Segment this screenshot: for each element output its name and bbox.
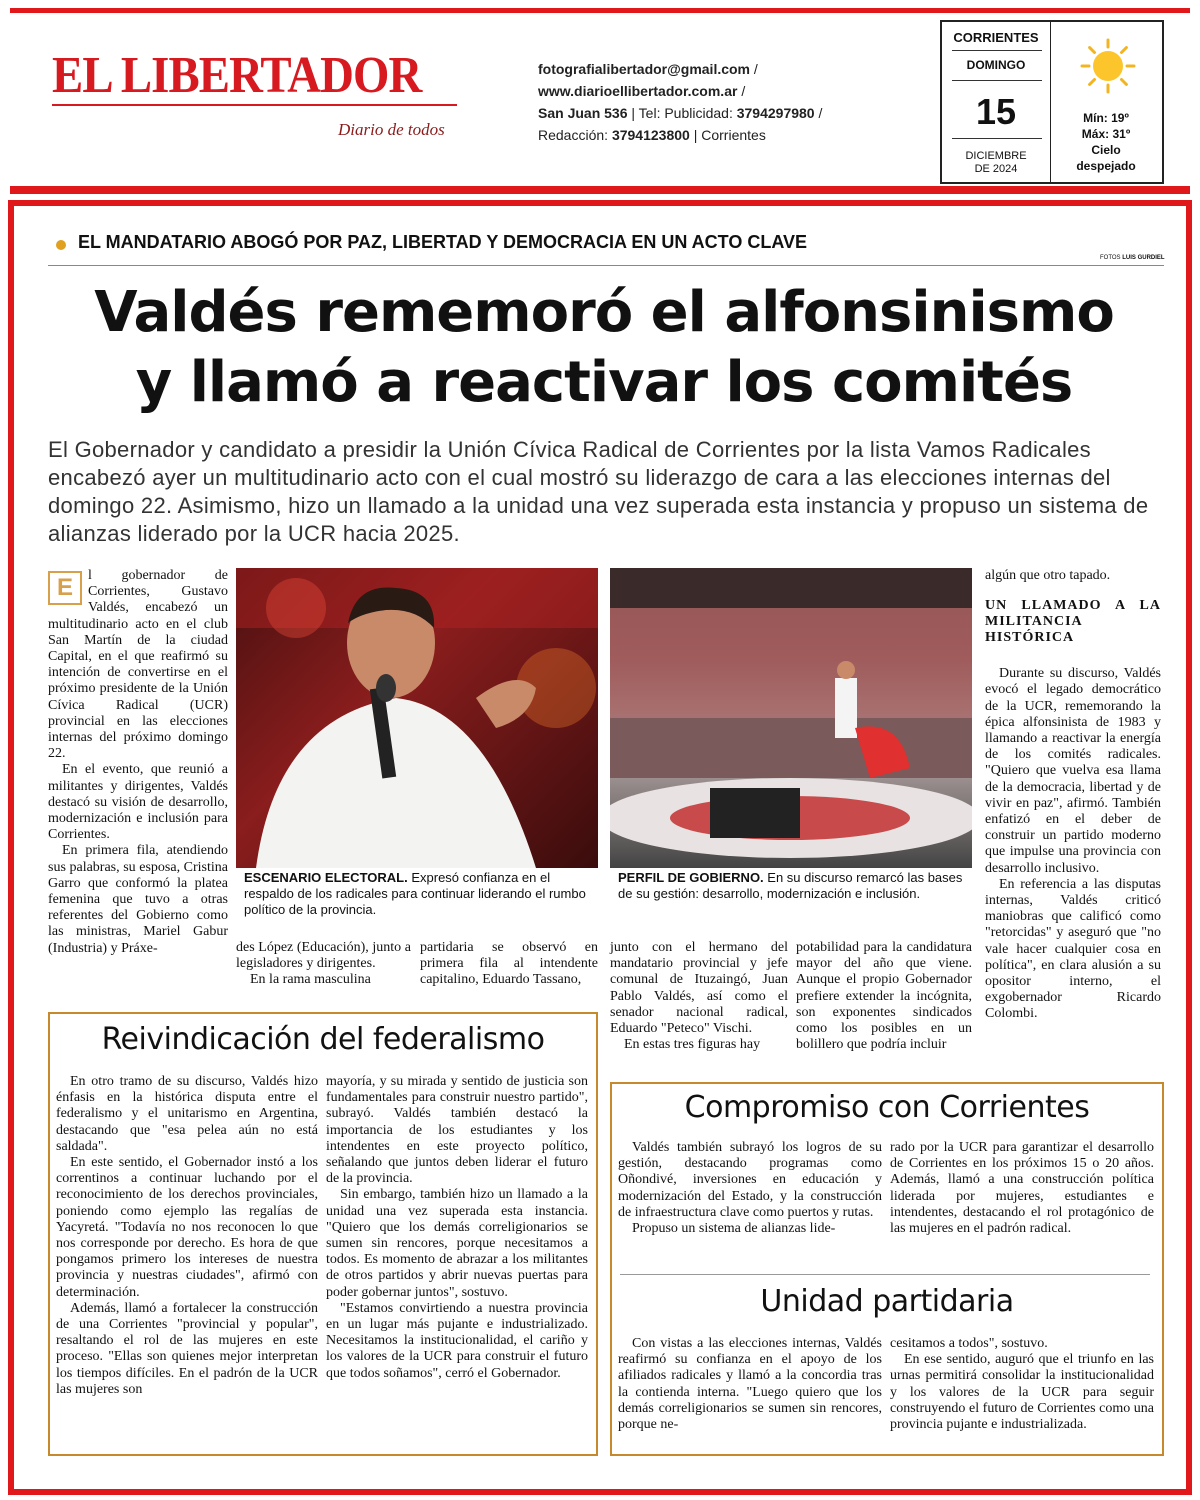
article-lead: El Gobernador y candidato a presidir la Unión Cívica Radical de Corrientes por la lista Vamos Radicales encabezó ayer un multitudinario acto con el cual mostró su liderazgo de cara a las elecciones internas del domingo 22. Asimismo, hizo un llamado a la unidad una vez superada esta instancia y propuso un sistema de alianzas liderado por la UCR hacia 2025. bbox=[48, 437, 1149, 546]
federalismo-column-1 bbox=[56, 1074, 318, 1398]
sun-icon bbox=[1080, 38, 1136, 94]
compromiso-c1-p2: Propuso un sistema de alianzas lide- bbox=[632, 1221, 836, 1237]
contact-block: fotografialibertador@gmail.com / www.diarioellibertador.com.ar / San Juan 536 | Tel: Publicidad: 3794297980 / Redacción: 3794123800 | Corrientes bbox=[538, 61, 823, 143]
photo2-caption-title: PERFIL DE GOBIERNO. bbox=[618, 870, 764, 885]
federalismo-c1-p3: Además, llamó a fortalecer la construcción de una Corrientes "provincial y popular", resaltando el rol de las mujeres en este proceso. "Ellas son quienes mejor interpretan los tiempos difíciles. En el padrón de la UCR las mujeres son bbox=[56, 1300, 318, 1397]
col4-paragraph-1: junto con el hermano del mandatario provincial y jefe comunal de Ituzaingó, Juan Pablo Valdés, así como el senador nacional radical, Eduardo "Peteco" Vischi. bbox=[610, 940, 788, 1037]
dropcap: E bbox=[48, 571, 82, 605]
col3-paragraph-1: partidaria se observó en primera fila al intendente capitalino, Eduardo Tassano, bbox=[420, 940, 598, 988]
article-column-1 bbox=[48, 568, 228, 957]
weather-info bbox=[1056, 110, 1156, 174]
contact-tel-number: 3794297980 bbox=[736, 105, 815, 121]
unidad-c1-p1: Con vistas a las elecciones internas, Valdés reafirmó su confianza en el apoyo de los afiliados radicales y llamó a la concordia tras la contienda interna. "Luego quiero que los demás correligionarios se sumen sin rencores, porque ne- bbox=[618, 1336, 882, 1433]
contact-email[interactable]: fotografialibertador@gmail.com bbox=[538, 61, 751, 77]
masthead-rule bbox=[52, 104, 457, 106]
article-column-3 bbox=[420, 940, 598, 989]
unidad-c2-p1: cesitamos a todos", sostuvo. bbox=[890, 1336, 1048, 1351]
box-federalismo-title: Reivindicación del federalismo bbox=[101, 1022, 545, 1057]
compromiso-column-2 bbox=[890, 1140, 1154, 1237]
col6-paragraph-2: En referencia a las disputas internas, Valdés criticó maniobras que calificó como "retorcidas" y aseguró que "no vale hacer cualquier cosa en política", en clara alusión a su opositor interno, el exgobernador Ricardo Colombi. bbox=[985, 876, 1161, 1022]
compromiso-c2-p1: rado por la UCR para garantizar el desarrollo de Corrientes en los próximos 15 o 20 años. Además, llamó a una construcción política liderada por mujeres, estudiantes e intendentes, destacando el rol protagónico de las mujeres en el padrón radical. bbox=[890, 1140, 1154, 1237]
federalismo-c2-p3: "Estamos convirtiendo a nuestra provincia en un lugar más pujante e industrializado. Necesitamos la institucionalidad, el cariño y los valores de la UCR para construir el futuro que todos soñamos", cerró el Gobernador. bbox=[326, 1300, 588, 1381]
box-compromiso-title: Compromiso con Corrientes bbox=[684, 1090, 1090, 1125]
unidad-column-1 bbox=[618, 1336, 882, 1433]
compromiso-c1-p1: Valdés también subrayó los logros de su gestión, destacando programas como Oñondivé, inversiones en educación y modernización del Estado, y la construcción de infraestructura clave como puertos y rutas. bbox=[618, 1140, 882, 1220]
headline-line-1: Valdés rememoró el alfonsinismo bbox=[94, 280, 1114, 345]
date-weekday: DOMINGO bbox=[966, 58, 1026, 72]
date-rule-3 bbox=[952, 138, 1042, 139]
top-rule bbox=[10, 8, 1190, 13]
crowd-illustration bbox=[610, 568, 972, 868]
box-unidad-title: Unidad partidaria bbox=[760, 1284, 1014, 1319]
col4-paragraph-2: En estas tres figuras hay bbox=[624, 1037, 761, 1053]
weather-max: Máx: 31º bbox=[1081, 127, 1131, 141]
contact-tel-label: Tel: Publicidad: bbox=[638, 105, 733, 121]
federalismo-c2-p2: Sin embargo, también hizo un llamado a la unidad una vez superada esta instancia. "Quiero que los demás correligionarios se sumen sin rencores, porque necesitamos a todos. Es momento de abrazar a los militantes de otros partidos y abrir nuevas puertas para poder gobernar juntos", sostuvo. bbox=[326, 1187, 588, 1300]
federalismo-c2-p1: mayoría, y su mirada y sentido de justicia son fundamentales para construir nuestro partido", subrayó. Valdés también destacó la importancia de los estudiantes y los intendentes en este proyecto político, señalando que juntos deben liderar el futuro de la provincia. bbox=[326, 1074, 588, 1187]
unidad-c2-p2: En ese sentido, auguró que el triunfo en las urnas permitirá consolidar la institucionalidad y los valores de la UCR para seguir construyendo el futuro de Corrientes como una provincia pujante e industrializada. bbox=[890, 1352, 1154, 1433]
photo1-caption bbox=[244, 870, 594, 918]
unidad-column-2 bbox=[890, 1336, 1154, 1433]
contact-address: San Juan 536 bbox=[538, 105, 628, 121]
weather-condition-2: despejado bbox=[1076, 159, 1136, 173]
compromiso-column-1 bbox=[618, 1140, 882, 1237]
photo1-caption-title: ESCENARIO ELECTORAL. bbox=[244, 870, 408, 885]
masthead-logo: EL LIBERTADOR bbox=[52, 47, 422, 104]
date-month: DICIEMBRE bbox=[965, 150, 1027, 162]
photo2-caption bbox=[618, 870, 968, 902]
article-column-2 bbox=[236, 940, 411, 989]
photo1-caption-text: Expresó confianza en el respaldo de los radicales para continuar liderando el rumbo político de la provincia. bbox=[244, 870, 586, 917]
photo-credit bbox=[1100, 255, 1165, 261]
col6-paragraph-1: Durante su discurso, Valdés evocó el legado democrático de la UCR, rememorando la épica alfonsinista de 1983 y llamando a reactivar la energía de los comités radicales. "Quiero que vuelva esa llama de la democracia, libertad y de vivir en paz", afirmó. También enfatizó en el deber de construir un partido moderno que impulse una provincia con desarrollo inclusivo. bbox=[985, 666, 1161, 876]
headline-line-2: y llamó a reactivar los comités bbox=[135, 350, 1073, 415]
article-column-5 bbox=[796, 940, 972, 1053]
article-kicker: EL MANDATARIO ABOGÓ POR PAZ, LIBERTAD Y DEMOCRACIA EN UN ACTO CLAVE bbox=[78, 232, 808, 252]
date-rule-2 bbox=[952, 80, 1042, 81]
weather-min: Mín: 19º bbox=[1083, 111, 1129, 125]
photo-credit-name: LUIS GURDIEL bbox=[1122, 255, 1165, 261]
kicker-rule bbox=[48, 265, 1164, 266]
article-column-6 bbox=[985, 568, 1161, 1023]
contact-web[interactable]: www.diarioellibertador.com.ar bbox=[538, 83, 738, 99]
date-city: CORRIENTES bbox=[953, 30, 1039, 45]
col6-paragraph-0: algún que otro tapado. bbox=[985, 568, 1111, 583]
weather-condition-1: Cielo bbox=[1091, 143, 1121, 157]
col6-subheading: UN LLAMADO A LA MILITANCIA HISTÓRICA bbox=[985, 598, 1161, 646]
col1-paragraph-1: l gobernador de Corrientes, Gustavo Valdés, encabezó un multitudinario acto en el club San Martín de la ciudad Capital, en el que reafirmó su intención de convertirse en el próximo presidente de la Unión Cívica Radical (UCR) provincial en las elecciones internas del próximo domingo 22. bbox=[48, 568, 228, 762]
col5-paragraph-1: potabilidad para la candidatura mayor del año que viene. Aunque el propio Gobernador prefiere extender la incógnita, son exponentes sindicados como los posibles en un bolillero que podría incluir bbox=[796, 940, 972, 1053]
date-year: DE 2024 bbox=[974, 163, 1018, 175]
date-day: 15 bbox=[975, 91, 1017, 132]
photo-speaker bbox=[236, 568, 598, 868]
photo2-caption-text: En su discurso remarcó las bases de su gestión: desarrollo, modernización e inclusión. bbox=[618, 870, 963, 901]
contact-redaccion-label: Redacción: bbox=[538, 127, 609, 143]
col2-paragraph-2: En la rama masculina bbox=[250, 972, 371, 988]
date-month-year bbox=[942, 150, 1050, 176]
photo-crowd bbox=[610, 568, 972, 868]
contact-redaccion-number: 3794123800 bbox=[611, 127, 690, 143]
col1-paragraph-3: En primera fila, atendiendo sus palabras, su esposa, Cristina Garro que conformó la platea femenina que tuvo a otras referentes del Gobierno como las ministras, Mariel Gabur (Industria) y Práxe- bbox=[48, 843, 228, 956]
kicker-bullet bbox=[56, 240, 66, 250]
date-rule-1 bbox=[952, 50, 1042, 51]
federalismo-c1-p2: En este sentido, el Gobernador instó a los correntinos a continuar luchando por el reconocimiento de los derechos provinciales, poniendo como ejemplo las regalías de Yacyretá. "Todavía no nos reconocen lo que nos corresponde por derecho. Es hora de que pongamos primero los intereses de nuestra provincia y nuestras ciudades", afirmó con determinación. bbox=[56, 1155, 318, 1300]
header-rule bbox=[10, 186, 1190, 194]
masthead-tagline: Diario de todos bbox=[338, 120, 445, 139]
article-headline bbox=[40, 278, 1168, 418]
box-divider bbox=[620, 1274, 1150, 1275]
photo-credit-label: FOTOS bbox=[1100, 255, 1121, 261]
col1-paragraph-2: En el evento, que reunió a militantes y dirigentes, Valdés destacó su visión de desarrollo, modernización e inclusión para Corrientes. bbox=[48, 762, 228, 843]
contact-city: Corrientes bbox=[701, 127, 766, 143]
article-column-4 bbox=[610, 940, 788, 1053]
federalismo-column-2 bbox=[326, 1074, 588, 1382]
speaker-illustration bbox=[236, 568, 598, 868]
col2-paragraph-1: des López (Educación), junto a legisladores y dirigentes. bbox=[236, 940, 411, 972]
date-divider bbox=[1050, 20, 1051, 182]
federalismo-c1-p1: En otro tramo de su discurso, Valdés hizo énfasis en la histórica disputa entre el federalismo y el unitarismo en Argentina, destacando que "esa pelea aún no está saldada". bbox=[56, 1074, 318, 1154]
